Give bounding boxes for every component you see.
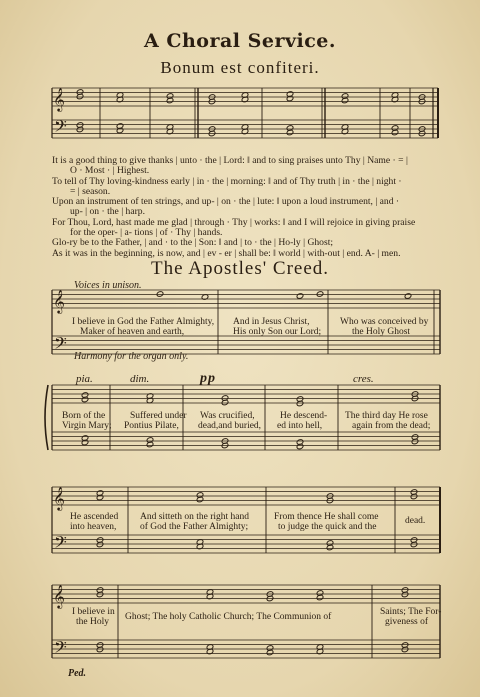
chant-line: = | season. [70, 185, 111, 197]
lyric: dead. [405, 516, 426, 526]
lyric: I believe in God the Father Almighty, [72, 317, 215, 327]
chant-line: up- | on · the | harp. [70, 206, 145, 218]
lyric: ed into hell, [277, 421, 323, 431]
chant-title: Bonum est confiteri. [160, 58, 320, 77]
lyric: Maker of heaven and earth, [80, 327, 185, 337]
lyric: Virgin Mary; [62, 421, 112, 431]
lyric: Suffered under [130, 411, 187, 421]
clef: 𝄢 [54, 637, 67, 661]
lyric: I believe in [72, 607, 115, 617]
organ-label: Harmony for the organ only. [74, 351, 189, 362]
note-head [404, 293, 412, 300]
lyric: again from the dead; [352, 421, 431, 431]
lyric: Saints; The For- [380, 607, 442, 617]
lyric: From thence He shall come [274, 512, 379, 522]
chant-text [52, 156, 472, 259]
clef: 𝄞 [53, 584, 65, 608]
lyric: dead,and buried, [198, 421, 262, 431]
dynamic-mark: pia. [76, 373, 93, 385]
chant-line: Upon an instrument of ten strings, and up- | on · the | lute: ‖ upon a loud instrument, | and · [52, 196, 400, 208]
lyric: giveness of [385, 617, 429, 627]
lyric: to judge the quick and the [278, 522, 377, 532]
lyric: Pontius Pilate, [124, 421, 179, 431]
chant-line: For Thou, Lord, hast made me glad | through · Thy | works: ‖ and I will rejoice in giving praise [52, 216, 416, 228]
lyric: Who was conceived by [340, 317, 429, 327]
chant-line: As it was in the beginning, is now, and | ev - er | shall be: ‖ world | with-out | end. A- | men. [52, 247, 401, 259]
lyric: And in Jesus Christ, [233, 317, 310, 327]
lyric: His only Son our Lord; [233, 327, 322, 337]
clef: 𝄢 [54, 333, 67, 357]
clef: 𝄞 [53, 289, 65, 313]
note-head [316, 291, 324, 298]
lyric: He descend- [280, 411, 328, 421]
lyric: Was crucified, [200, 411, 255, 421]
dynamic-mark: cres. [353, 373, 374, 385]
dynamic-mark: dim. [130, 373, 150, 385]
lyric: Born of the [62, 411, 106, 421]
clef: 𝄢 [54, 116, 67, 140]
lyric: the Holy Ghost [352, 327, 411, 337]
lyric: The third day He rose [345, 411, 428, 421]
voices-label: Voices in unison. [74, 280, 142, 291]
chant-line: To tell of Thy loving-kindness early | in · the | morning: ‖ and of Thy truth | in · the | night · [52, 175, 402, 187]
chant-line: for the oper- | a- tions | of · Thy | hands. [70, 227, 223, 239]
clef: 𝄢 [54, 532, 67, 556]
lyric: into heaven, [70, 522, 117, 532]
pedal-label: Ped. [68, 668, 87, 679]
chant-line: O · Most · | Highest. [70, 165, 150, 177]
page-title: A Choral Service. [144, 30, 336, 52]
lyric: He ascended [70, 512, 119, 522]
note-head [156, 291, 164, 298]
lyric: the Holy [76, 617, 109, 627]
chant-line: Glo-ry be to the Father, | and · to the | Son: ‖ and | to · the | Ho-ly | Ghost; [52, 237, 334, 249]
lyric: of God the Father Almighty; [140, 522, 249, 532]
clef: 𝄞 [53, 486, 65, 510]
clef: 𝄞 [53, 87, 65, 111]
dynamic-mark: pp [200, 371, 216, 386]
lyric: And sitteth on the right hand [140, 512, 249, 522]
system-brace [45, 385, 48, 450]
note-head [296, 293, 304, 300]
chant-line: It is a good thing to give thanks | unto · the | Lord: ‖ and to sing praises unto Thy | Name · = | [52, 155, 408, 166]
creed-title: The Apostles' Creed. [150, 258, 330, 279]
lyric: Ghost; The holy Catholic Church; The Communion of [125, 612, 332, 622]
